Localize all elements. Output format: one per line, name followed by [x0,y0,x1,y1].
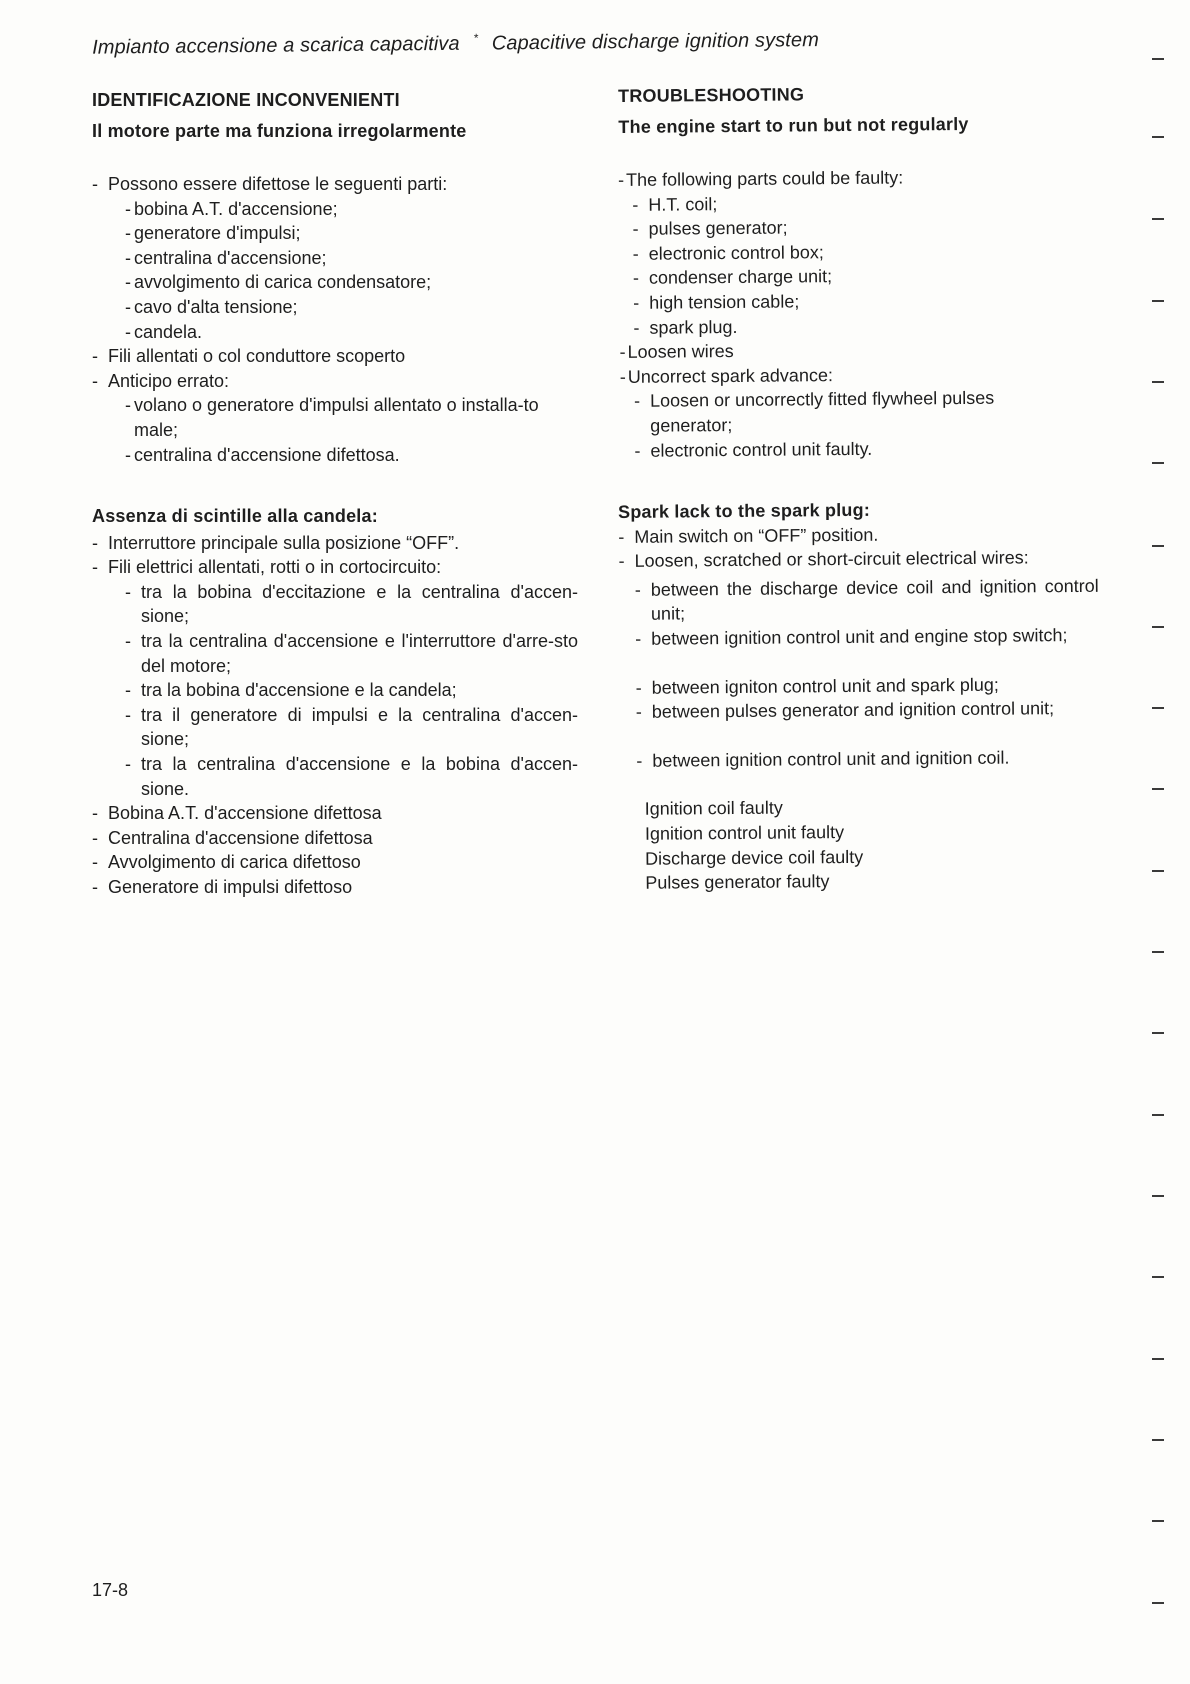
list-item: - Generatore di impulsi difettoso [92,875,578,900]
list-item: - candela. [125,320,572,345]
list-item: - Main switch on “OFF” position. [618,520,1098,549]
section-heading-english: TROUBLESHOOTING [618,84,805,106]
list-item: Ignition coil faulty [644,797,783,820]
margin-tick [1152,707,1164,709]
margin-tick [1152,1032,1164,1034]
margin-tick [1152,218,1164,220]
list-item: - Avvolgimento di carica difettoso [92,850,578,875]
list-item: - tra la bobina d'accensione e la candela; [125,678,578,703]
english-section2 [618,496,1101,896]
margin-tick-marks [1148,0,1170,1684]
subheading-no-spark-it: Assenza di scintille alla candela: [92,506,378,526]
list-item: - Interruttore principale sulla posizione “OFF”. [92,531,578,556]
list-item [92,555,578,801]
subheading-irregular-running-en: The engine start to run but not regularly [618,113,969,137]
list-item: - between pulses generator and ignition control unit; [636,696,1100,725]
list-item: - generatore d'impulsi; [125,221,572,246]
list-item: - tra la centralina d'accensione e l'interruttore d'arre-sto del motore; [125,629,578,678]
list-item-text: Loosen, scratched or short-circuit electrical wires: [634,547,1029,572]
margin-tick [1152,626,1164,628]
list-item: - avvolgimento di carica condensatore; [125,270,572,295]
list-item: Discharge device coil faulty [645,846,864,869]
list-item: - cavo d'alta tensione; [125,295,572,320]
list-item: - Loosen wires [620,336,1060,364]
margin-tick [1152,870,1164,872]
list-item: - between igniton control unit and spark plug; [636,671,1100,700]
list-item [620,361,1061,463]
margin-tick [1152,1114,1164,1116]
list-item: - Centralina d'accensione difettosa [92,826,578,851]
list-item: - electronic control unit faulty. [634,435,1060,463]
list-item: - volano o generatore d'impulsi allentato o installa-to male; [125,393,574,442]
margin-tick [1152,1602,1164,1604]
list-item: - Fili allentati o col conduttore scoperto [92,344,572,369]
page-header [92,21,992,61]
list-item: - between the discharge device coil and ignition control unit; [635,574,1099,627]
list-item: - electronic control box; [633,238,1059,266]
list-item: Pulses generator faulty [645,871,830,893]
list-item: - centralina d'accensione difettosa. [125,443,572,468]
italian-section2 [92,504,578,900]
list-item: - tra il generatore di impulsi e la centralina d'accen-sione; [125,703,578,752]
subheading-irregular-running-it: Il motore parte ma funziona irregolarmente [92,120,467,141]
list-item-text: The following parts could be faulty: [626,167,904,190]
list-item: - Loosen or uncorrectly fitted flywheel pulses generator; [634,385,1060,438]
list-item: - centralina d'accensione; [125,246,572,271]
margin-tick [1152,545,1164,547]
list-item: - high tension cable; [633,287,1059,315]
margin-tick [1152,381,1164,383]
list-item: - tra la centralina d'accensione e la bobina d'accen-sione. [125,752,578,801]
list-item: - spark plug. [633,312,1059,340]
list-item-text: Uncorrect spark advance: [627,364,833,387]
header-title-italian: Impianto accensione a scarica capacitiva [92,32,460,59]
header-title-english: Capacitive discharge ignition system [491,29,820,55]
italian-section1-list [92,172,572,467]
list-item-text: Possono essere difettose le seguenti parti: [108,174,448,194]
list-item: - pulses generator; [632,213,1058,241]
list-item-text: Anticipo errato: [108,370,230,391]
list-item: - bobina A.T. d'accensione; [125,197,572,222]
list-item: - H.T. coil; [632,189,1058,217]
margin-tick [1152,1276,1164,1278]
page-number: 17-8 [92,1580,129,1600]
list-item [92,172,572,344]
list-item: - tra la bobina d'eccitazione e la centralina d'accen-sione; [125,580,578,629]
margin-tick [1152,300,1164,302]
section-heading-italian: IDENTIFICAZIONE INCONVENIENTI [92,90,400,110]
margin-tick [1152,58,1164,60]
list-item: Ignition control unit faulty [644,821,845,844]
margin-tick [1152,1358,1164,1360]
margin-tick [1152,788,1164,790]
margin-tick [1152,1439,1164,1441]
english-column [618,79,1138,139]
margin-tick [1152,951,1164,953]
margin-tick [1152,1520,1164,1522]
margin-tick [1152,136,1164,138]
list-item: - between ignition control unit and engine stop switch; [635,623,1099,652]
margin-tick [1152,1195,1164,1197]
english-section1-list [618,164,1061,463]
subheading-no-spark-en: Spark lack to the spark plug: [618,499,871,522]
list-item: - between ignition control unit and ignition coil. [636,745,1100,774]
list-item: - Bobina A.T. d'accensione difettosa [92,801,578,826]
list-item [618,545,1100,773]
margin-tick [1152,462,1164,464]
header-separator: * [473,30,479,46]
list-item-text: Fili elettrici allentati, rotti o in cortocircuito: [108,557,442,578]
list-item [92,369,572,467]
list-item [618,164,1059,340]
list-item: - condenser charge unit; [633,263,1059,291]
italian-column [92,88,612,143]
